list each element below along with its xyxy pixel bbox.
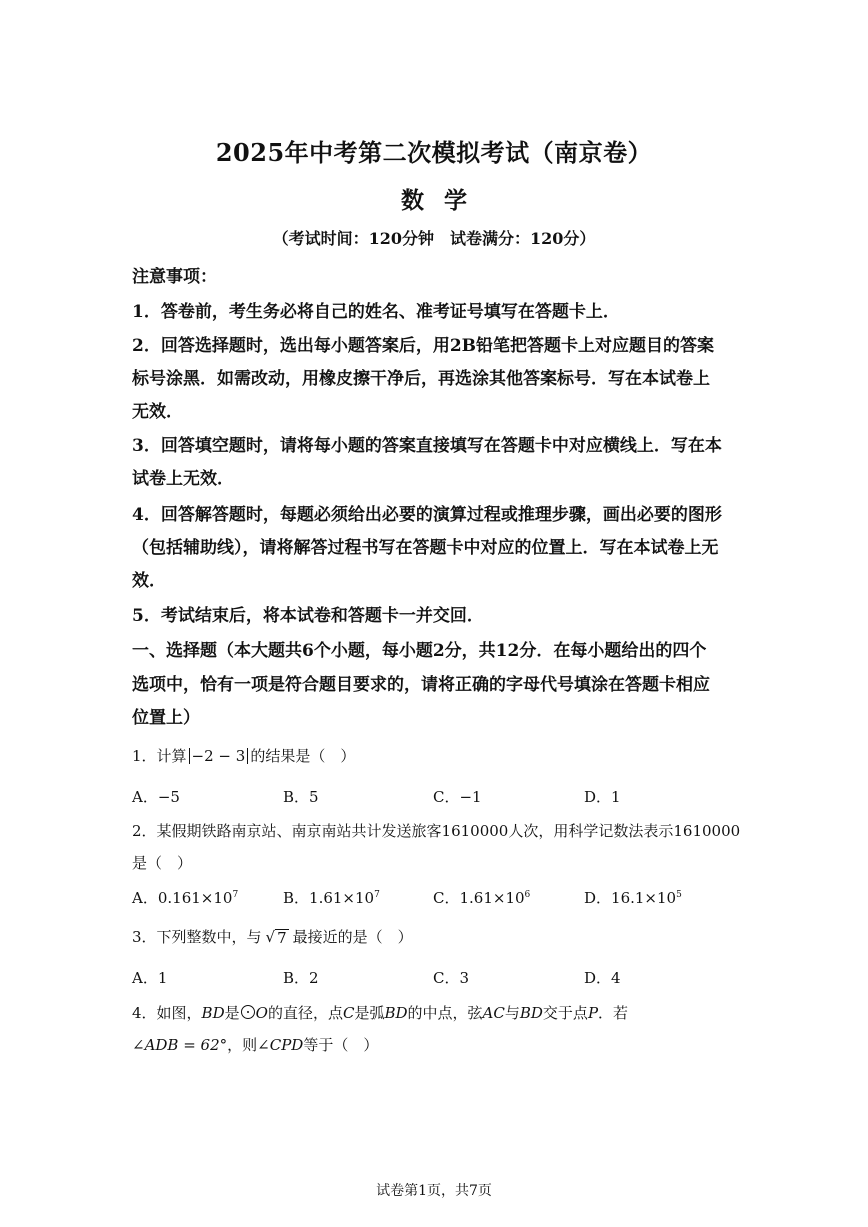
option-value: 4 bbox=[611, 969, 621, 987]
circle-symbol-icon bbox=[241, 1005, 255, 1019]
option-exponent: 5 bbox=[676, 890, 682, 900]
math-var: BD bbox=[384, 1004, 408, 1022]
math-expression: ∠CPD bbox=[257, 1036, 304, 1054]
notice-line: 无效． bbox=[132, 402, 183, 422]
math-var: BD bbox=[201, 1004, 225, 1022]
option-label: C． bbox=[433, 788, 460, 806]
option-value: 2 bbox=[309, 969, 319, 987]
question-1-stem bbox=[132, 745, 355, 766]
question-text: 的结果是（ ） bbox=[250, 747, 356, 765]
subject-title: 数学 bbox=[401, 187, 487, 214]
radicand: 7 bbox=[277, 929, 287, 947]
option-value: −5 bbox=[157, 788, 180, 806]
abs-expression: −2 − 3 bbox=[189, 748, 249, 764]
option-label: A． bbox=[132, 969, 158, 987]
option-label: D． bbox=[584, 889, 612, 907]
option-c bbox=[433, 967, 469, 988]
section-heading: 位置上） bbox=[132, 708, 200, 728]
math-var: BD bbox=[519, 1004, 543, 1022]
notice-line: 效． bbox=[132, 571, 166, 591]
notice-line: 5．考试结束后，将本试卷和答题卡一并交回． bbox=[132, 606, 484, 626]
notice-line: 4．回答解答题时，每题必须给出必要的演算过程或推理步骤，画出必要的图形 bbox=[132, 505, 722, 525]
option-value: 5 bbox=[309, 788, 319, 806]
option-a bbox=[132, 887, 238, 908]
option-value: 1.61×10 bbox=[459, 889, 525, 907]
option-d bbox=[584, 967, 621, 988]
notice-line: 1．答卷前，考生务必将自己的姓名、准考证号填写在答题卡上． bbox=[132, 302, 620, 322]
question-4-stem bbox=[132, 1002, 628, 1023]
question-text: 的直径，点 bbox=[267, 1004, 343, 1022]
question-text: 4．如图， bbox=[132, 1004, 202, 1022]
notice-line: 标号涂黑．如需改动，用橡皮擦干净后，再选涂其他答案标号．写在本试卷上 bbox=[132, 369, 710, 389]
question-text: 3．下列整数中，与 bbox=[132, 928, 262, 946]
option-b bbox=[283, 887, 380, 908]
page-footer: 试卷第1页，共7页 bbox=[376, 1183, 492, 1199]
question-text: 的中点，弦 bbox=[407, 1004, 483, 1022]
option-value: 1.61×10 bbox=[309, 889, 375, 907]
option-label: A． bbox=[132, 889, 158, 907]
option-d bbox=[584, 887, 682, 908]
question-text: 最接近的是（ ） bbox=[292, 928, 413, 946]
option-value: 16.1×10 bbox=[611, 889, 677, 907]
math-var: C bbox=[342, 1004, 355, 1022]
option-c bbox=[433, 887, 530, 908]
option-exponent: 7 bbox=[232, 890, 239, 900]
section-heading: 选项中，恰有一项是符合题目要求的，请将正确的字母代号填涂在答题卡相应 bbox=[132, 675, 710, 695]
section-heading: 一、选择题（本大题共6个小题，每小题2分，共12分．在每小题给出的四个 bbox=[132, 641, 707, 661]
option-label: C． bbox=[433, 969, 460, 987]
option-value: 1 bbox=[611, 788, 621, 806]
option-label: C． bbox=[433, 889, 460, 907]
question-text: 等于（ ） bbox=[303, 1036, 379, 1054]
question-text: 是弧 bbox=[354, 1004, 385, 1022]
option-label: B． bbox=[283, 889, 310, 907]
question-text: ．若 bbox=[598, 1004, 629, 1022]
option-label: B． bbox=[283, 969, 310, 987]
option-b bbox=[283, 786, 319, 807]
option-value: 3 bbox=[459, 969, 470, 987]
math-var: P bbox=[587, 1004, 599, 1022]
exam-title: 2025年中考第二次模拟考试（南京卷） bbox=[215, 138, 653, 167]
option-d bbox=[584, 786, 621, 807]
notice-line: 3．回答填空题时，请将每小题的答案直接填写在答题卡中对应横线上．写在本 bbox=[132, 436, 722, 456]
option-a bbox=[132, 967, 167, 988]
question-text: 1．计算 bbox=[132, 747, 187, 765]
math-var: AC bbox=[482, 1004, 505, 1022]
sqrt-expression bbox=[266, 928, 289, 946]
option-exponent: 7 bbox=[374, 890, 380, 900]
option-label: A． bbox=[132, 788, 158, 806]
option-label: D． bbox=[584, 969, 612, 987]
exam-info: （考试时间：120分钟 试卷满分：120分） bbox=[272, 229, 596, 248]
radical-sign: √ bbox=[265, 928, 276, 946]
option-exponent: 6 bbox=[524, 890, 531, 900]
question-2-stem: 2．某假期铁路南京站、南京南站共计发送旅客1610000人次，用科学记数法表示1610000 bbox=[132, 822, 741, 840]
option-label: D． bbox=[584, 788, 612, 806]
option-b bbox=[283, 967, 319, 988]
question-text: 是 bbox=[224, 1004, 240, 1022]
option-a bbox=[132, 786, 180, 807]
option-value: −1 bbox=[459, 788, 482, 806]
question-4-stem bbox=[132, 1034, 378, 1055]
option-label: B． bbox=[283, 788, 310, 806]
option-c bbox=[433, 786, 482, 807]
option-value: 0.161×10 bbox=[157, 889, 233, 907]
notice-line: （包括辅助线），请将解答过程书写在答题卡中对应的位置上．写在本试卷上无 bbox=[132, 538, 719, 558]
math-expression: ∠ADB = 62° bbox=[132, 1036, 228, 1054]
math-var: O bbox=[255, 1004, 268, 1022]
notice-line: 2．回答选择题时，选出每小题答案后，用2B铅笔把答题卡上对应题目的答案 bbox=[132, 336, 715, 356]
question-text: 与 bbox=[504, 1004, 520, 1022]
question-text: 交于点 bbox=[542, 1004, 588, 1022]
option-value: 1 bbox=[157, 969, 168, 987]
question-3-stem bbox=[132, 926, 413, 947]
notice-line: 试卷上无效． bbox=[132, 469, 234, 489]
question-text: ，则 bbox=[227, 1036, 258, 1054]
notice-heading: 注意事项： bbox=[132, 267, 217, 287]
question-2-stem: 是（ ） bbox=[132, 854, 193, 872]
